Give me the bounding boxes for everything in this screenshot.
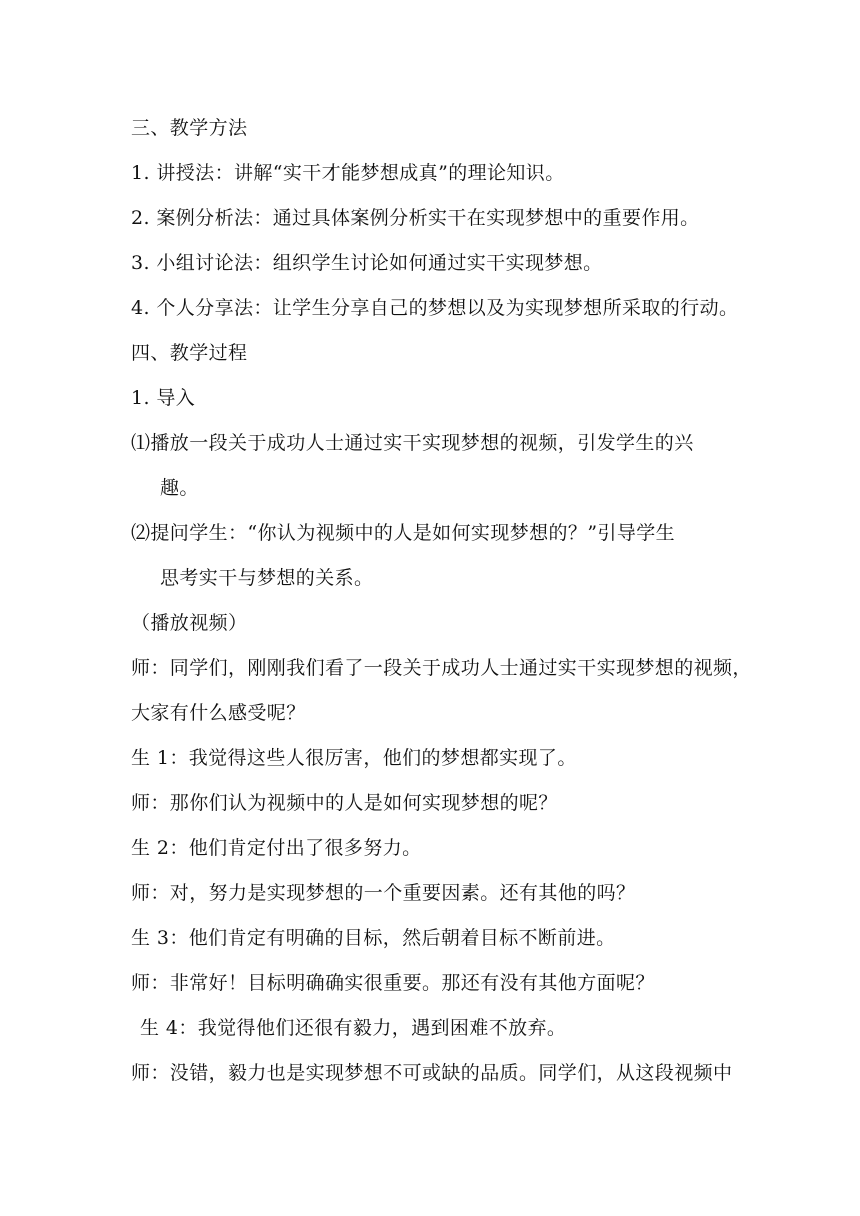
dialogue-line: 生 1：我觉得这些人很厉害，他们的梦想都实现了。	[131, 747, 577, 769]
dialogue-line: 生 2：他们肯定付出了很多努力。	[131, 837, 422, 859]
intro-item-1-line-1: ⑴播放一段关于成功人士通过实干实现梦想的视频，引发学生的兴	[131, 432, 694, 454]
dialogue-line: 大家有什么感受呢？	[131, 702, 306, 724]
dialogue-line: 师：没错，毅力也是实现梦想不可或缺的品质。同学们，从这段视频中	[131, 1062, 733, 1084]
intro-item-2-line-1: ⑵提问学生：“你认为视频中的人是如何实现梦想的？”引导学生	[131, 522, 676, 544]
intro-item-1-line-2: 趣。	[160, 477, 199, 499]
method-item-group-discussion: 3. 小组讨论法：组织学生讨论如何通过实干实现梦想。	[131, 252, 603, 274]
method-item-lecture: 1. 讲授法：讲解“实干才能梦想成真”的理论知识。	[131, 162, 565, 184]
method-item-personal-sharing: 4. 个人分享法：让学生分享自己的梦想以及为实现梦想所采取的行动。	[131, 297, 739, 319]
section-heading-teaching-process: 四、教学过程	[131, 342, 248, 364]
dialogue-line: 师：对，努力是实现梦想的一个重要因素。还有其他的吗？	[131, 882, 636, 904]
section-heading-teaching-methods: 三、教学方法	[131, 117, 248, 139]
dialogue-line: 生 4：我觉得他们还很有毅力，遇到困难不放弃。	[140, 1017, 567, 1039]
dialogue-line: 生 3：他们肯定有明确的目标，然后朝着目标不断前进。	[131, 927, 616, 949]
stage-note: （播放视频）	[131, 612, 248, 634]
dialogue-line: 师：非常好！目标明确确实很重要。那还有没有其他方面呢？	[131, 972, 655, 994]
dialogue-line: 师：同学们，刚刚我们看了一段关于成功人士通过实干实现梦想的视频，	[131, 657, 752, 679]
intro-item-2-line-2: 思考实干与梦想的关系。	[160, 567, 374, 589]
dialogue-line: 师：那你们认为视频中的人是如何实现梦想的呢？	[131, 792, 558, 814]
step-heading-introduction: 1. 导入	[131, 387, 196, 409]
method-item-case-analysis: 2. 案例分析法：通过具体案例分析实干在实现梦想中的重要作用。	[131, 207, 700, 229]
